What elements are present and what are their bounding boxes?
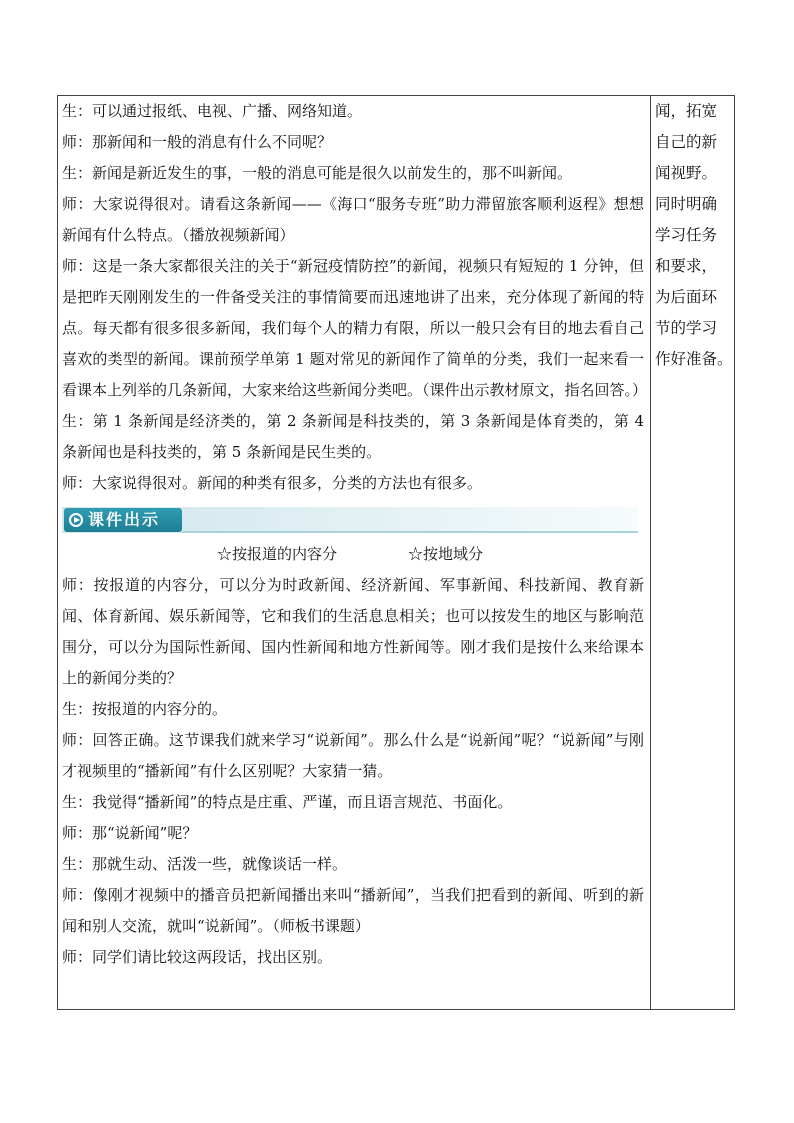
classification-options xyxy=(62,539,644,570)
courseware-tag xyxy=(64,508,182,532)
column-divider xyxy=(650,95,651,1010)
side-line: 自己的新 xyxy=(655,133,718,151)
dialogue-line: 师：回答正确。这节课我们就来学习“说新闻”。那么什么是“说新闻”呢？“说新闻”与刚才视频里的“播新闻”有什么区别呢？大家猜一猜。 xyxy=(62,731,644,780)
star-item-region: ☆按地域分 xyxy=(408,545,484,563)
play-circle-icon xyxy=(69,513,83,527)
lesson-content xyxy=(62,96,648,973)
side-line: 同时明确 xyxy=(655,195,718,213)
banner-label: 课件出示 xyxy=(88,510,161,529)
dialogue-line: 生：那就生动、活泼一些，就像谈话一样。 xyxy=(62,855,348,873)
design-intent-column xyxy=(655,96,735,375)
side-line: 节的学习 xyxy=(655,319,718,337)
dialogue-line: 生：新闻是新近发生的事，一般的消息可能是很久以前发生的，那不叫新闻。 xyxy=(62,164,573,182)
side-line: 闻视野。 xyxy=(655,164,718,182)
dialogue-line: 师：同学们请比较这两段话，找出区别。 xyxy=(62,948,333,966)
dialogue-line: 生：第 1 条新闻是经济类的，第 2 条新闻是科技类的，第 3 条新闻是体育类的，第 4 条新闻也是科技类的，第 5 条新闻是民生类的。 xyxy=(62,412,644,461)
dialogue-line: 师：大家说得很对。请看这条新闻——《海口“服务专班”助力滞留旅客顺利返程》想想新闻有什么特点。（播放视频新闻） xyxy=(62,195,644,244)
dialogue-line: 生：我觉得“播新闻”的特点是庄重、严谨，而且语言规范、书面化。 xyxy=(62,793,513,811)
dialogue-line: 师：大家说得很对。新闻的种类有很多，分类的方法也有很多。 xyxy=(62,474,483,492)
dialogue-line: 师：那“说新闻”呢？ xyxy=(62,824,198,842)
dialogue-line: 师：像刚才视频中的播音员把新闻播出来叫“播新闻”，当我们把看到的新闻、听到的新闻和别人交流，就叫“说新闻”。（师板书课题） xyxy=(62,886,644,935)
side-line: 闻，拓宽 xyxy=(655,102,718,120)
side-line: 作好准备。 xyxy=(655,350,733,368)
dialogue-line: 生：按报道的内容分的。 xyxy=(62,700,228,718)
dialogue-line: 师：这是一条大家都很关注的关于“新冠疫情防控”的新闻，视频只有短短的 1 分钟，但是把昨天刚刚发生的一件备受关注的事情简要而迅速地讲了出来，充分体现了新闻的特点。每天都有很多很多新闻，我们每个人的精力有限，所以一般只会有目的地去看自己喜欢的类型的新闻。课前预学单第 1 题对常见的新闻作了简单的分类，我们一起来看一看课本上列举的几条新闻，大家来给这些新闻分类吧。（课件出示教材原文，指名回答。） xyxy=(62,257,648,399)
side-line: 为后面环 xyxy=(655,288,718,306)
courseware-banner xyxy=(62,507,638,533)
dialogue-line: 生：可以通过报纸、电视、广播、网络知道。 xyxy=(62,102,363,120)
star-item-content: ☆按报道的内容分 xyxy=(217,545,338,563)
dialogue-line: 师：按报道的内容分，可以分为时政新闻、经济新闻、军事新闻、科技新闻、教育新闻、体育新闻、娱乐新闻等，它和我们的生活息息相关；也可以按发生的地区与影响范围分，可以分为国际性新闻、国内性新闻和地方性新闻等。刚才我们是按什么来给课本上的新闻分类的？ xyxy=(62,576,644,687)
side-line: 学习任务 xyxy=(655,226,718,244)
banner-rule xyxy=(182,531,638,533)
dialogue-line: 师：那新闻和一般的消息有什么不同呢？ xyxy=(62,133,333,151)
side-line: 和要求， xyxy=(655,257,718,275)
